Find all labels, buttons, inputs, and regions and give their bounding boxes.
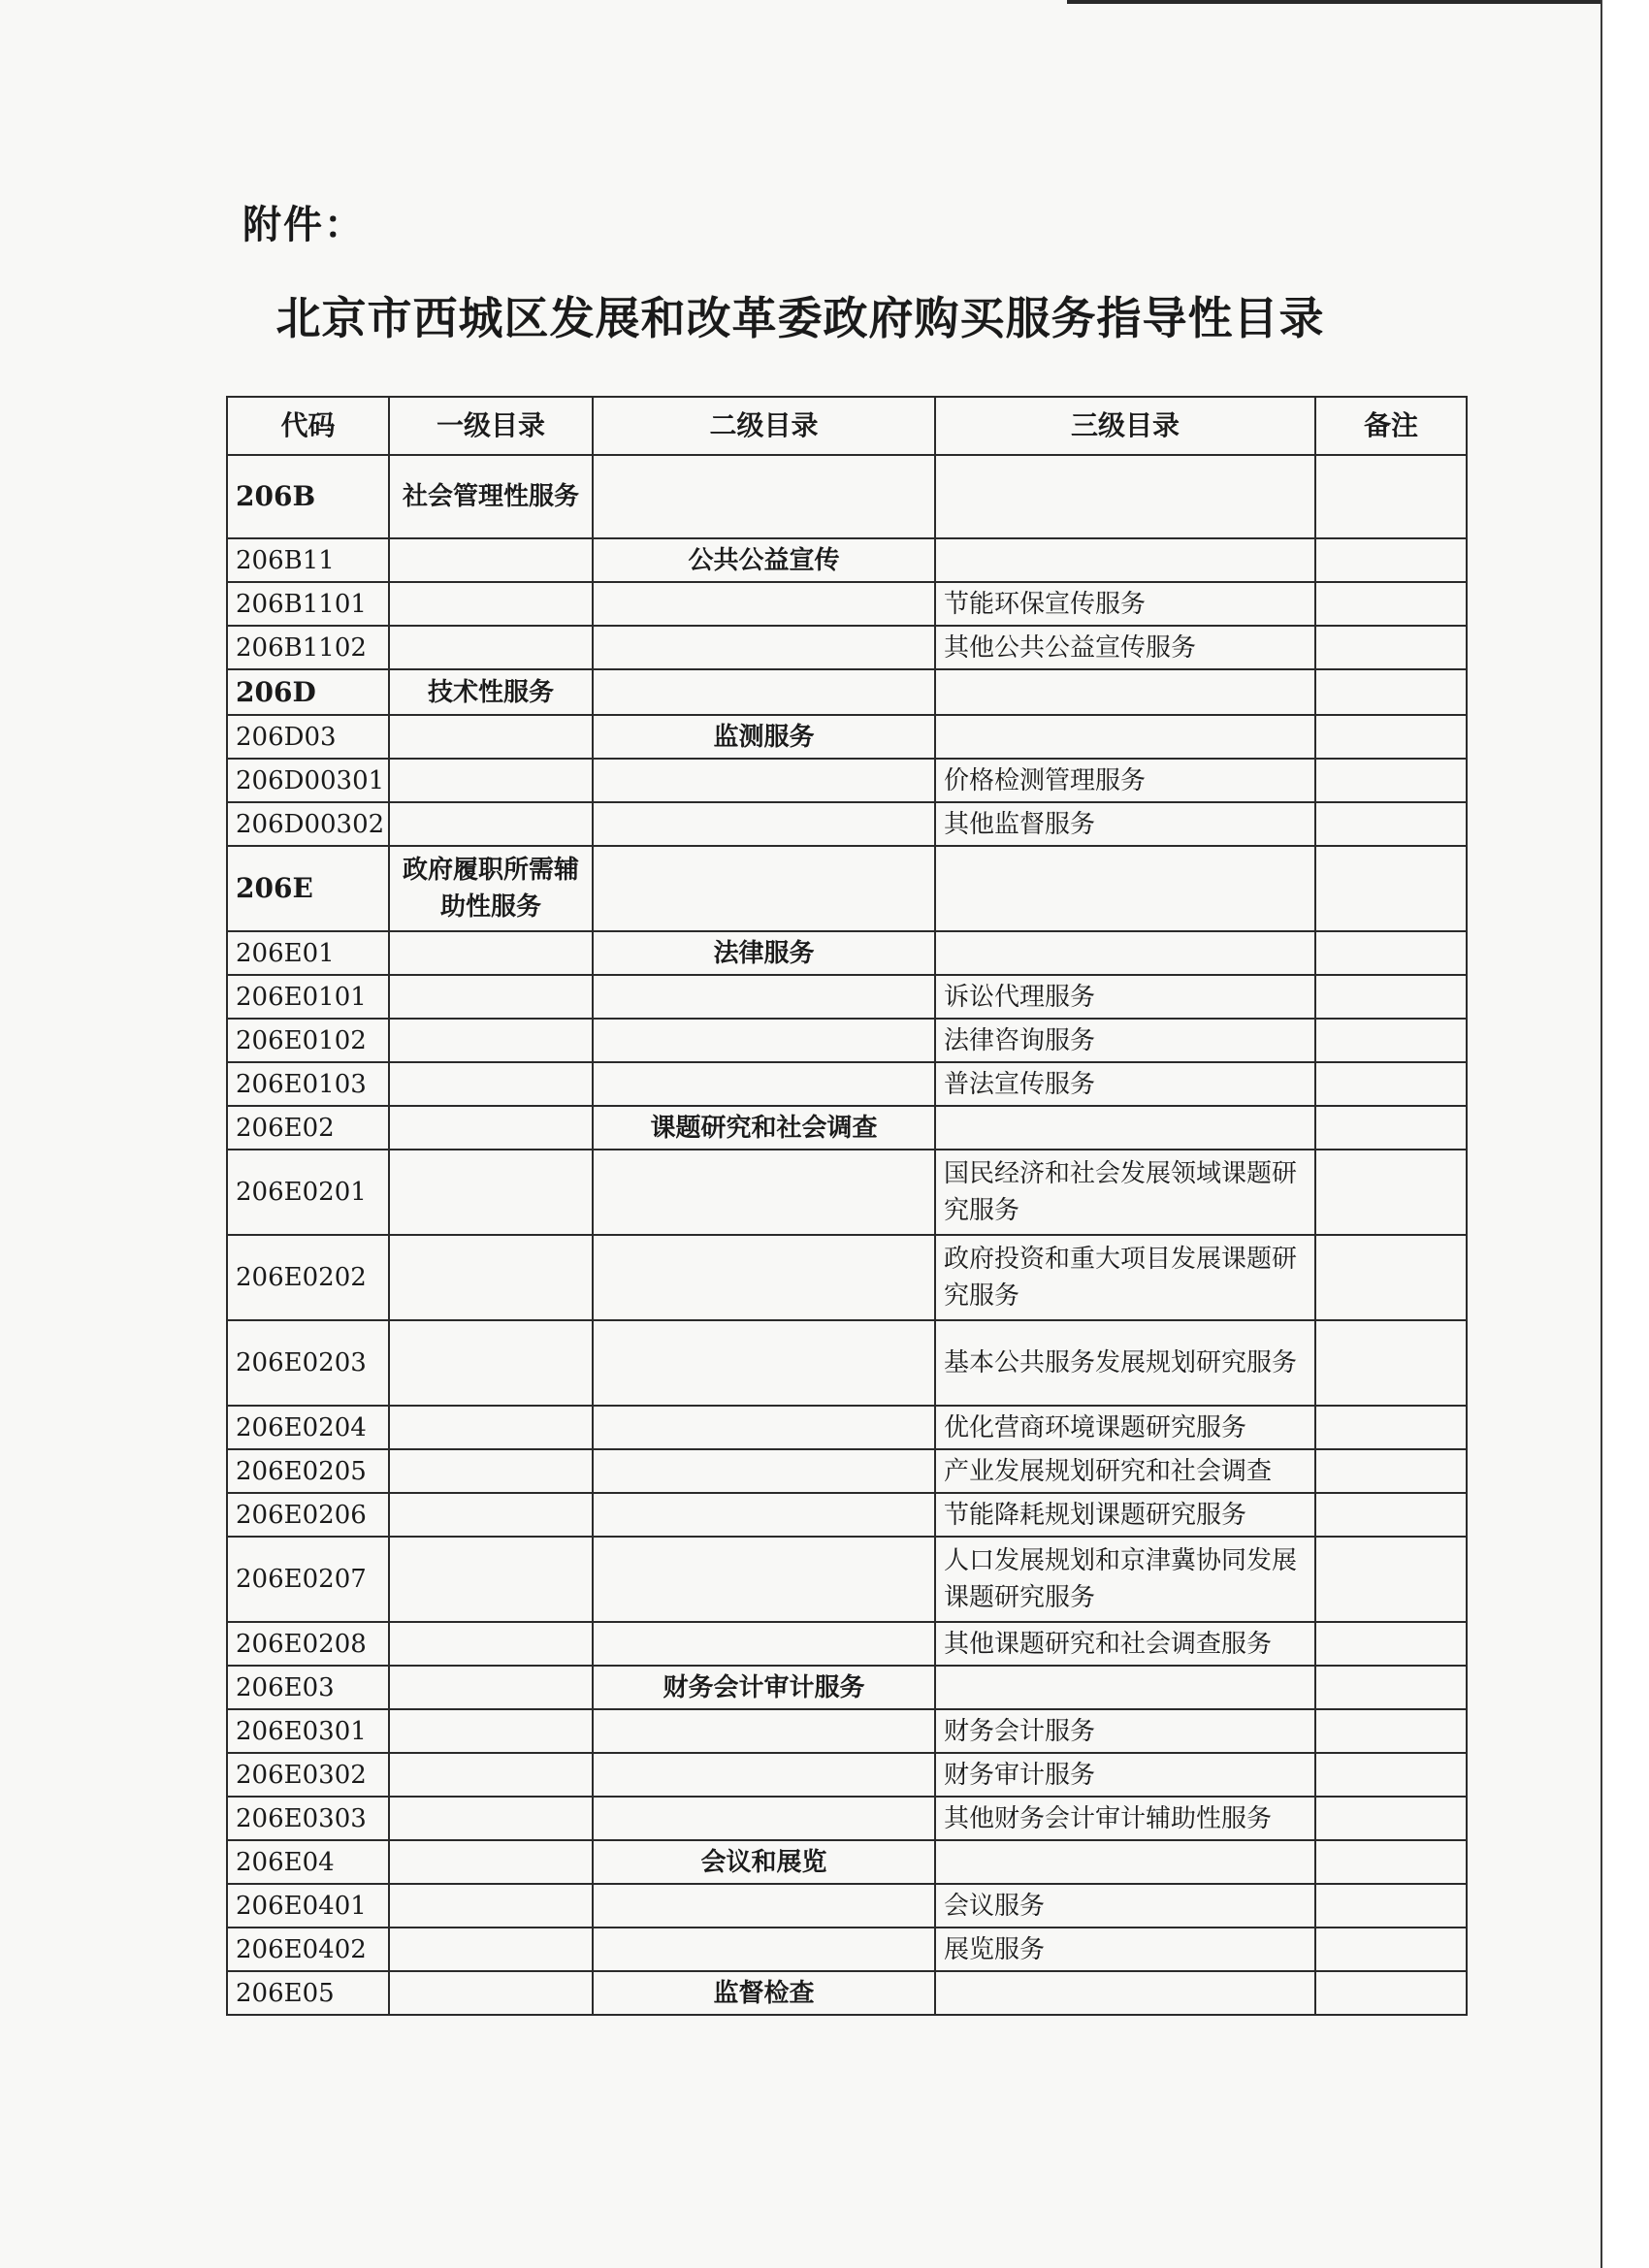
cell-code: 206E0206 [227, 1493, 389, 1537]
cell-level1 [389, 1622, 593, 1666]
cell-level3: 节能降耗规划课题研究服务 [935, 1493, 1315, 1537]
cell-remark [1315, 1150, 1467, 1235]
cell-level3: 其他公共公益宣传服务 [935, 626, 1315, 669]
cell-level1 [389, 1884, 593, 1928]
cell-code: 206E0205 [227, 1449, 389, 1493]
table-row [227, 846, 1467, 931]
cell-level3: 国民经济和社会发展领域课题研究服务 [935, 1150, 1315, 1235]
service-catalog-table [226, 396, 1468, 2016]
cell-level2: 监测服务 [593, 715, 935, 759]
cell-level1 [389, 1840, 593, 1884]
table-body [227, 455, 1467, 2015]
table-row [227, 1106, 1467, 1150]
cell-level3 [935, 1666, 1315, 1709]
header-level1: 一级目录 [389, 397, 593, 455]
cell-code: 206E04 [227, 1840, 389, 1884]
cell-level2: 监督检查 [593, 1971, 935, 2015]
cell-level2 [593, 1709, 935, 1753]
cell-level2 [593, 1884, 935, 1928]
cell-remark [1315, 538, 1467, 582]
cell-level2: 课题研究和社会调查 [593, 1106, 935, 1150]
scan-edge-top [1067, 0, 1600, 4]
cell-remark [1315, 1062, 1467, 1106]
table-row [227, 931, 1467, 975]
table-header-row [227, 397, 1467, 455]
cell-level2 [593, 1797, 935, 1840]
cell-level1 [389, 1449, 593, 1493]
cell-remark [1315, 1235, 1467, 1320]
cell-level1 [389, 931, 593, 975]
cell-remark [1315, 1884, 1467, 1928]
cell-remark [1315, 669, 1467, 715]
table-row [227, 802, 1467, 846]
cell-code: 206E0303 [227, 1797, 389, 1840]
cell-level2 [593, 802, 935, 846]
header-level2: 二级目录 [593, 397, 935, 455]
cell-level1: 技术性服务 [389, 669, 593, 715]
cell-code: 206E0203 [227, 1320, 389, 1406]
cell-remark [1315, 1709, 1467, 1753]
cell-level1 [389, 626, 593, 669]
cell-level3 [935, 455, 1315, 538]
cell-remark [1315, 1928, 1467, 1971]
cell-level1 [389, 759, 593, 802]
table-row [227, 1753, 1467, 1797]
cell-code: 206E0101 [227, 975, 389, 1019]
cell-remark [1315, 1666, 1467, 1709]
cell-remark [1315, 1971, 1467, 2015]
cell-level2 [593, 669, 935, 715]
cell-code: 206E0102 [227, 1019, 389, 1062]
scan-edge-right [1600, 0, 1649, 2268]
cell-code: 206E02 [227, 1106, 389, 1150]
cell-code: 206E0204 [227, 1406, 389, 1449]
cell-code: 206E [227, 846, 389, 931]
cell-level3 [935, 715, 1315, 759]
cell-level1 [389, 715, 593, 759]
cell-level3: 其他财务会计审计辅助性服务 [935, 1797, 1315, 1840]
cell-level2 [593, 1150, 935, 1235]
cell-level3: 基本公共服务发展规划研究服务 [935, 1320, 1315, 1406]
attachment-label: 附件： [242, 202, 365, 247]
cell-level2 [593, 1235, 935, 1320]
cell-level3: 人口发展规划和京津冀协同发展课题研究服务 [935, 1537, 1315, 1622]
table-row [227, 1797, 1467, 1840]
table-row [227, 1019, 1467, 1062]
cell-code: 206B1101 [227, 582, 389, 626]
cell-code: 206D00302 [227, 802, 389, 846]
document-title: 北京市西城区发展和改革委政府购买服务指导性目录 [275, 292, 1325, 344]
cell-code: 206B1102 [227, 626, 389, 669]
header-code: 代码 [227, 397, 389, 455]
cell-level3: 普法宣传服务 [935, 1062, 1315, 1106]
cell-level3: 诉讼代理服务 [935, 975, 1315, 1019]
table-row [227, 626, 1467, 669]
cell-level2 [593, 1406, 935, 1449]
cell-level2 [593, 1537, 935, 1622]
cell-code: 206E0302 [227, 1753, 389, 1797]
cell-level1 [389, 1493, 593, 1537]
table-row [227, 1928, 1467, 1971]
cell-code: 206E0208 [227, 1622, 389, 1666]
cell-level1 [389, 802, 593, 846]
cell-level1 [389, 1971, 593, 2015]
cell-code: 206E0301 [227, 1709, 389, 1753]
cell-level1: 政府履职所需辅助性服务 [389, 846, 593, 931]
cell-level3: 优化营商环境课题研究服务 [935, 1406, 1315, 1449]
cell-level1 [389, 1019, 593, 1062]
table-row [227, 1493, 1467, 1537]
cell-level1 [389, 1062, 593, 1106]
table-row [227, 1062, 1467, 1106]
cell-level2 [593, 1062, 935, 1106]
cell-code: 206D03 [227, 715, 389, 759]
cell-level1 [389, 1753, 593, 1797]
cell-level2 [593, 455, 935, 538]
cell-remark [1315, 1493, 1467, 1537]
cell-level3: 会议服务 [935, 1884, 1315, 1928]
cell-remark [1315, 1840, 1467, 1884]
cell-code: 206B [227, 455, 389, 538]
cell-remark [1315, 1320, 1467, 1406]
table-row [227, 1840, 1467, 1884]
cell-remark [1315, 455, 1467, 538]
header-remark: 备注 [1315, 397, 1467, 455]
cell-code: 206E01 [227, 931, 389, 975]
cell-remark [1315, 715, 1467, 759]
cell-remark [1315, 975, 1467, 1019]
cell-level1 [389, 538, 593, 582]
cell-level3: 价格检测管理服务 [935, 759, 1315, 802]
cell-level3 [935, 1840, 1315, 1884]
cell-code: 206E0202 [227, 1235, 389, 1320]
cell-level3: 产业发展规划研究和社会调查 [935, 1449, 1315, 1493]
cell-level2: 会议和展览 [593, 1840, 935, 1884]
cell-level3: 其他课题研究和社会调查服务 [935, 1622, 1315, 1666]
cell-level1: 社会管理性服务 [389, 455, 593, 538]
table-row [227, 1235, 1467, 1320]
cell-level3: 政府投资和重大项目发展课题研究服务 [935, 1235, 1315, 1320]
cell-code: 206E03 [227, 1666, 389, 1709]
table-row [227, 1406, 1467, 1449]
cell-level2: 财务会计审计服务 [593, 1666, 935, 1709]
cell-level1 [389, 1537, 593, 1622]
cell-level1 [389, 1666, 593, 1709]
cell-level3 [935, 538, 1315, 582]
cell-level3 [935, 1971, 1315, 2015]
cell-code: 206E0201 [227, 1150, 389, 1235]
table-row [227, 538, 1467, 582]
cell-remark [1315, 1537, 1467, 1622]
table-row [227, 1709, 1467, 1753]
cell-level1 [389, 1928, 593, 1971]
cell-remark [1315, 931, 1467, 975]
cell-level1 [389, 1150, 593, 1235]
cell-remark [1315, 1106, 1467, 1150]
table-row [227, 455, 1467, 538]
cell-level3 [935, 846, 1315, 931]
cell-level2: 公共公益宣传 [593, 538, 935, 582]
cell-level2: 法律服务 [593, 931, 935, 975]
table-row [227, 1449, 1467, 1493]
cell-code: 206D [227, 669, 389, 715]
table-row [227, 1971, 1467, 2015]
cell-level3: 其他监督服务 [935, 802, 1315, 846]
table-row [227, 1537, 1467, 1622]
cell-level3: 法律咨询服务 [935, 1019, 1315, 1062]
cell-level1 [389, 1320, 593, 1406]
cell-level2 [593, 1928, 935, 1971]
table-row [227, 1150, 1467, 1235]
cell-code: 206E0401 [227, 1884, 389, 1928]
cell-level2 [593, 1019, 935, 1062]
cell-level3: 展览服务 [935, 1928, 1315, 1971]
table-row [227, 582, 1467, 626]
cell-code: 206E0103 [227, 1062, 389, 1106]
cell-level2 [593, 1622, 935, 1666]
cell-level2 [593, 846, 935, 931]
table-row [227, 715, 1467, 759]
cell-remark [1315, 1753, 1467, 1797]
cell-level1 [389, 1106, 593, 1150]
cell-level1 [389, 1797, 593, 1840]
cell-level2 [593, 1320, 935, 1406]
cell-remark [1315, 759, 1467, 802]
cell-code: 206D00301 [227, 759, 389, 802]
cell-level1 [389, 1235, 593, 1320]
cell-code: 206E05 [227, 1971, 389, 2015]
cell-remark [1315, 1797, 1467, 1840]
cell-level1 [389, 582, 593, 626]
cell-level3: 财务会计服务 [935, 1709, 1315, 1753]
cell-remark [1315, 1449, 1467, 1493]
cell-remark [1315, 1019, 1467, 1062]
cell-level2 [593, 1449, 935, 1493]
cell-level2 [593, 582, 935, 626]
table-row [227, 1666, 1467, 1709]
header-level3: 三级目录 [935, 397, 1315, 455]
cell-level1 [389, 1406, 593, 1449]
cell-remark [1315, 626, 1467, 669]
cell-remark [1315, 802, 1467, 846]
table-row [227, 975, 1467, 1019]
table-row [227, 1320, 1467, 1406]
cell-level2 [593, 975, 935, 1019]
cell-remark [1315, 582, 1467, 626]
cell-level3 [935, 1106, 1315, 1150]
cell-level3 [935, 931, 1315, 975]
cell-code: 206B11 [227, 538, 389, 582]
cell-remark [1315, 1622, 1467, 1666]
cell-level2 [593, 1753, 935, 1797]
cell-level2 [593, 759, 935, 802]
cell-remark [1315, 846, 1467, 931]
cell-level3: 节能环保宣传服务 [935, 582, 1315, 626]
cell-level3 [935, 669, 1315, 715]
cell-level1 [389, 975, 593, 1019]
table-row [227, 1622, 1467, 1666]
cell-level2 [593, 1493, 935, 1537]
table-row [227, 759, 1467, 802]
table-row [227, 1884, 1467, 1928]
cell-remark [1315, 1406, 1467, 1449]
cell-level2 [593, 626, 935, 669]
cell-level1 [389, 1709, 593, 1753]
table-row [227, 669, 1467, 715]
cell-code: 206E0207 [227, 1537, 389, 1622]
cell-code: 206E0402 [227, 1928, 389, 1971]
cell-level3: 财务审计服务 [935, 1753, 1315, 1797]
